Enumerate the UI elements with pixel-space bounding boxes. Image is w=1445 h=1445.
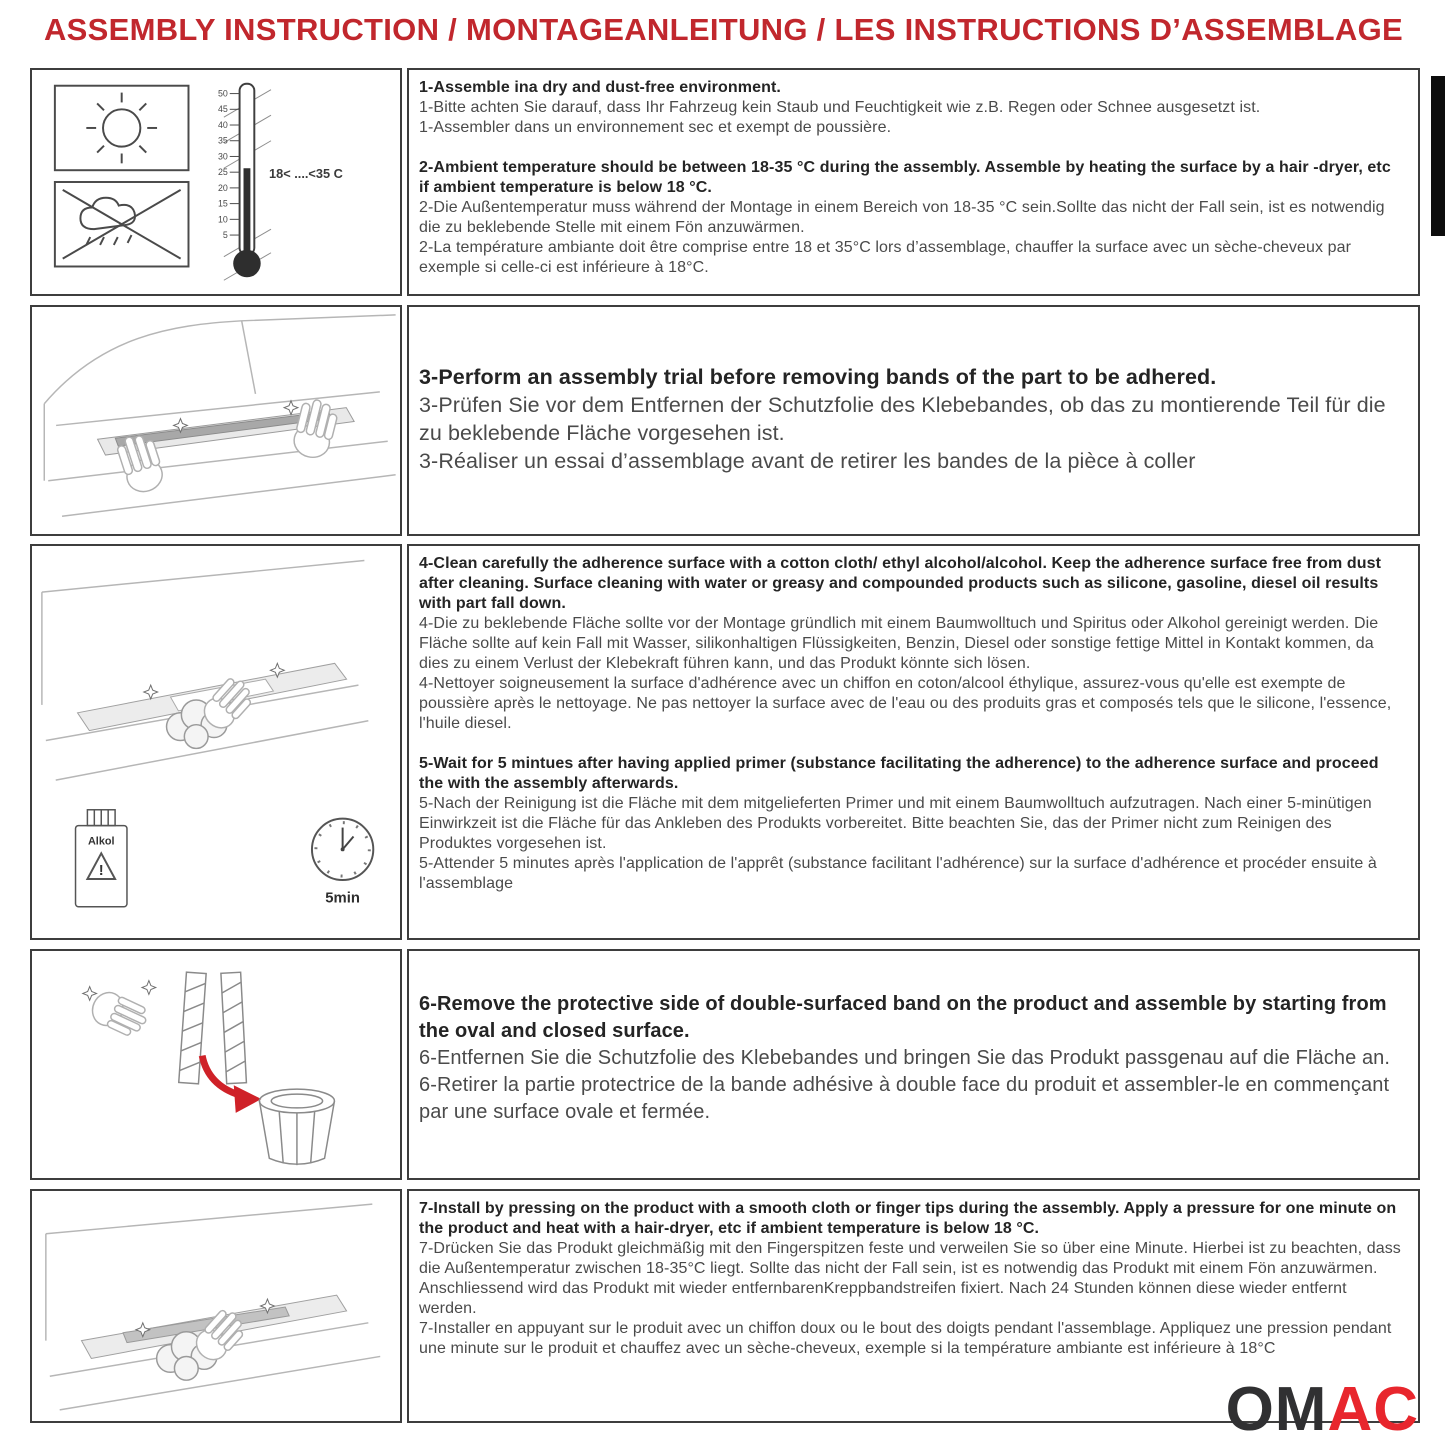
svg-text:40: 40 xyxy=(217,119,228,130)
step-2-text-fr: 2-La température ambiante doit être comprise entre 18 et 35°C lors d’assemblage, chauffer la surface avec un sèche-cheveux par exemple si celle-ci est inférieure à 18°C. xyxy=(419,239,1352,276)
step-4-text-fr: 4-Nettoyer soigneusement la surface d'adhérence avec un chiffon en coton/alcool éthylique, assurez-vous qu'elle est exempte de poussière après le nettoyage. Ne pas nettoyer la surface avec de l'eau ou des produits gras et composés tels que le silicone, l'essence, l'huile diesel. xyxy=(419,675,1392,732)
step-7-text-fr: 7-Installer en appuyant sur le produit avec un chiffon doux ou le bout des doigts pendant l'assemblage. Appliquez une pression pendant une minute sur le produit et chauffez avec un sèche-cheveux, exemple si la température ambiante est inférieure à 18°C xyxy=(419,1320,1392,1357)
scan-artifact-bar xyxy=(1431,76,1445,236)
step-5-text-en: 5-Wait for 5 mintues after having applied primer (substance facilitating the adherence) to the adherence surface and proceed the with the assembly afterwards. xyxy=(419,755,1379,792)
step-1-text-fr: 1-Assembler dans un environnement sec et exempt de poussière. xyxy=(419,119,892,136)
step-4-text-en: 4-Clean carefully the adherence surface with a cotton cloth/ ethyl alcohol/alcohol. Keep the adherence surface free from dust after cleaning. Surface cleaning with water or greasy and compounded products such as silicone, gasoline, diesel oil results with part fall down. xyxy=(419,555,1382,612)
svg-text:20: 20 xyxy=(217,182,228,193)
alcohol-bottle-icon xyxy=(76,810,127,907)
clock-icon xyxy=(312,819,373,880)
svg-text:5: 5 xyxy=(222,230,228,240)
step-3-text-box xyxy=(407,305,1420,536)
step-2-text-de: 2-Die Außentemperatur muss während der Montage in einem Bereich von 18-35 °C sein.Sollte das nicht der Fall sein, ist es notwendig die zu beklebende Stelle mit einem Fön anzuwärmen. xyxy=(419,199,1385,236)
warning-icon xyxy=(87,853,115,879)
step-3-text-de: 3-Prüfen Sie vor dem Entfernen der Schutzfolie des Klebebandes, ob das zu montierende Teil für die zu beklebende Fläche vorgesehen ist. xyxy=(419,393,1386,445)
step-6-text-de: 6-Entfernen Sie die Schutzfolie des Klebebandes und bringen Sie das Produkt passgenau auf die Fläche an. xyxy=(419,1047,1391,1069)
step-7-illustration xyxy=(32,1191,400,1421)
thermometer-icon xyxy=(218,84,343,280)
svg-text:!: ! xyxy=(98,863,104,880)
svg-text:10: 10 xyxy=(217,214,228,225)
peeling-hand-icon xyxy=(87,988,150,1041)
page-title: ASSEMBLY INSTRUCTION / MONTAGEANLEITUNG / LES INSTRUCTIONS D’ASSEMBLAGE xyxy=(44,12,1403,47)
step-4-5-illustration xyxy=(32,546,400,938)
step-6-text-box xyxy=(407,949,1420,1180)
step-5-text-fr: 5-Attender 5 minutes après l'application de l'apprêt (substance facilitant l'adhérence) sur la surface d'adhérence et procéder ensuite à l'assemblage xyxy=(419,855,1377,892)
step-2-text-en: 2-Ambient temperature should be between 18-35 °C during the assembly. Assemble by heating the surface by a hair -dryer, etc if ambient temperature is below 18 °C. xyxy=(419,159,1391,196)
temperature-range-label: 18< ....<35 C xyxy=(269,166,343,182)
step-4-5-text-box xyxy=(407,544,1420,940)
step-4-text-de: 4-Die zu beklebende Fläche sollte vor der Montage gründlich mit einem Baumwolltuch und Spiritus oder Alkohol gereinigt werden. Die Fläche sollte auf kein Fall mit Wasser, silikonhaltigen Flüssigkeiten, Benzin, Diesel oder sonstige fettige Mittel in Kontakt kommen, da dies zu einem Verlust der Klebekraft führen kann, und das Produkt könnte sich lösen. xyxy=(419,615,1379,672)
step-7-text-de: 7-Drücken Sie das Produkt gleichmäßig mit den Fingerspitzen feste und verweilen Sie so über eine Minute. Hierbei ist zu beachten, dass die Außentemperatur zwischen 18-35°C liegt. Sollte das nicht der Fall sein, ist es notwendig das Produkt mit einem Fön anzuwärmen. Anschliessend wird das Produkt mit wieder entfernbarenKreppbandstreifen fixiert. Nach 24 Stunden können diese wieder entfernt werden. xyxy=(419,1240,1401,1317)
step-3-illustration xyxy=(32,307,400,534)
sun-icon xyxy=(55,86,189,170)
step-1-text-en: 1-Assemble ina dry and dust-free environment. xyxy=(419,79,781,96)
right-hand-icon xyxy=(291,397,340,461)
step-6-illustration-box xyxy=(30,949,402,1180)
svg-text:30: 30 xyxy=(217,151,228,162)
protective-bands-icon xyxy=(179,972,247,1084)
step-7-text-en: 7-Install by pressing on the product with a smooth cloth or finger tips during the assembly. Apply a pressure for one minute on the product and heat with a hair-dryer, etc if ambient temperature is below 18 °C. xyxy=(419,1200,1397,1237)
trash-can-icon xyxy=(259,1089,334,1165)
step-1-text-de: 1-Bitte achten Sie darauf, dass Ihr Fahrzeug kein Staub und Feuchtigkeit wie z.B. Regen oder Schnee ausgesetzt ist. xyxy=(419,99,1261,116)
step-6-illustration xyxy=(32,951,400,1178)
svg-text:25: 25 xyxy=(217,167,228,178)
step-5-text-de: 5-Nach der Reinigung ist die Fläche mit dem mitgelieferten Primer und mit einem Baumwolltuch aufzutragen. Nach einer 5-minütigen Einwirkzeit ist die Fläche für das Ankleben des Produkts vorbereitet. Bitte beachten Sie, das der Primer nicht zum Reinigen des Produktes vorgesehen ist. xyxy=(419,795,1372,852)
step-3-illustration-box xyxy=(30,305,402,536)
omac-logo-black-letters: OM xyxy=(1225,1375,1328,1444)
no-rain-icon xyxy=(55,182,189,266)
step-4-5-illustration-box xyxy=(30,544,402,940)
svg-text:45: 45 xyxy=(217,104,228,115)
step-6-text-fr: 6-Retirer la partie protectrice de la bande adhésive à double face du produit et assembler-le en commençant par une surface ovale et fermée. xyxy=(419,1074,1390,1123)
svg-text:50: 50 xyxy=(217,88,228,99)
wait-time-label: 5min xyxy=(325,890,360,907)
omac-logo-red-letters: AC xyxy=(1327,1375,1419,1444)
step-6-text-en: 6-Remove the protective side of double-surfaced band on the product and assemble by starting from the oval and closed surface. xyxy=(419,993,1387,1042)
thermometer-scale xyxy=(218,89,228,240)
step-1-2-text-box xyxy=(407,68,1420,296)
step-1-2-illustration xyxy=(32,70,400,294)
svg-text:35: 35 xyxy=(217,135,228,146)
step-7-illustration-box xyxy=(30,1189,402,1423)
step-3-text-en: 3-Perform an assembly trial before removing bands of the part to be adhered. xyxy=(419,365,1217,389)
omac-logo xyxy=(1225,1375,1419,1444)
step-1-2-illustration-box xyxy=(30,68,402,296)
step-3-text-fr: 3-Réaliser un essai d’assemblage avant de retirer les bandes de la pièce à coller xyxy=(419,449,1196,473)
svg-text:15: 15 xyxy=(217,198,228,209)
bottle-label: Alkol xyxy=(87,835,115,848)
